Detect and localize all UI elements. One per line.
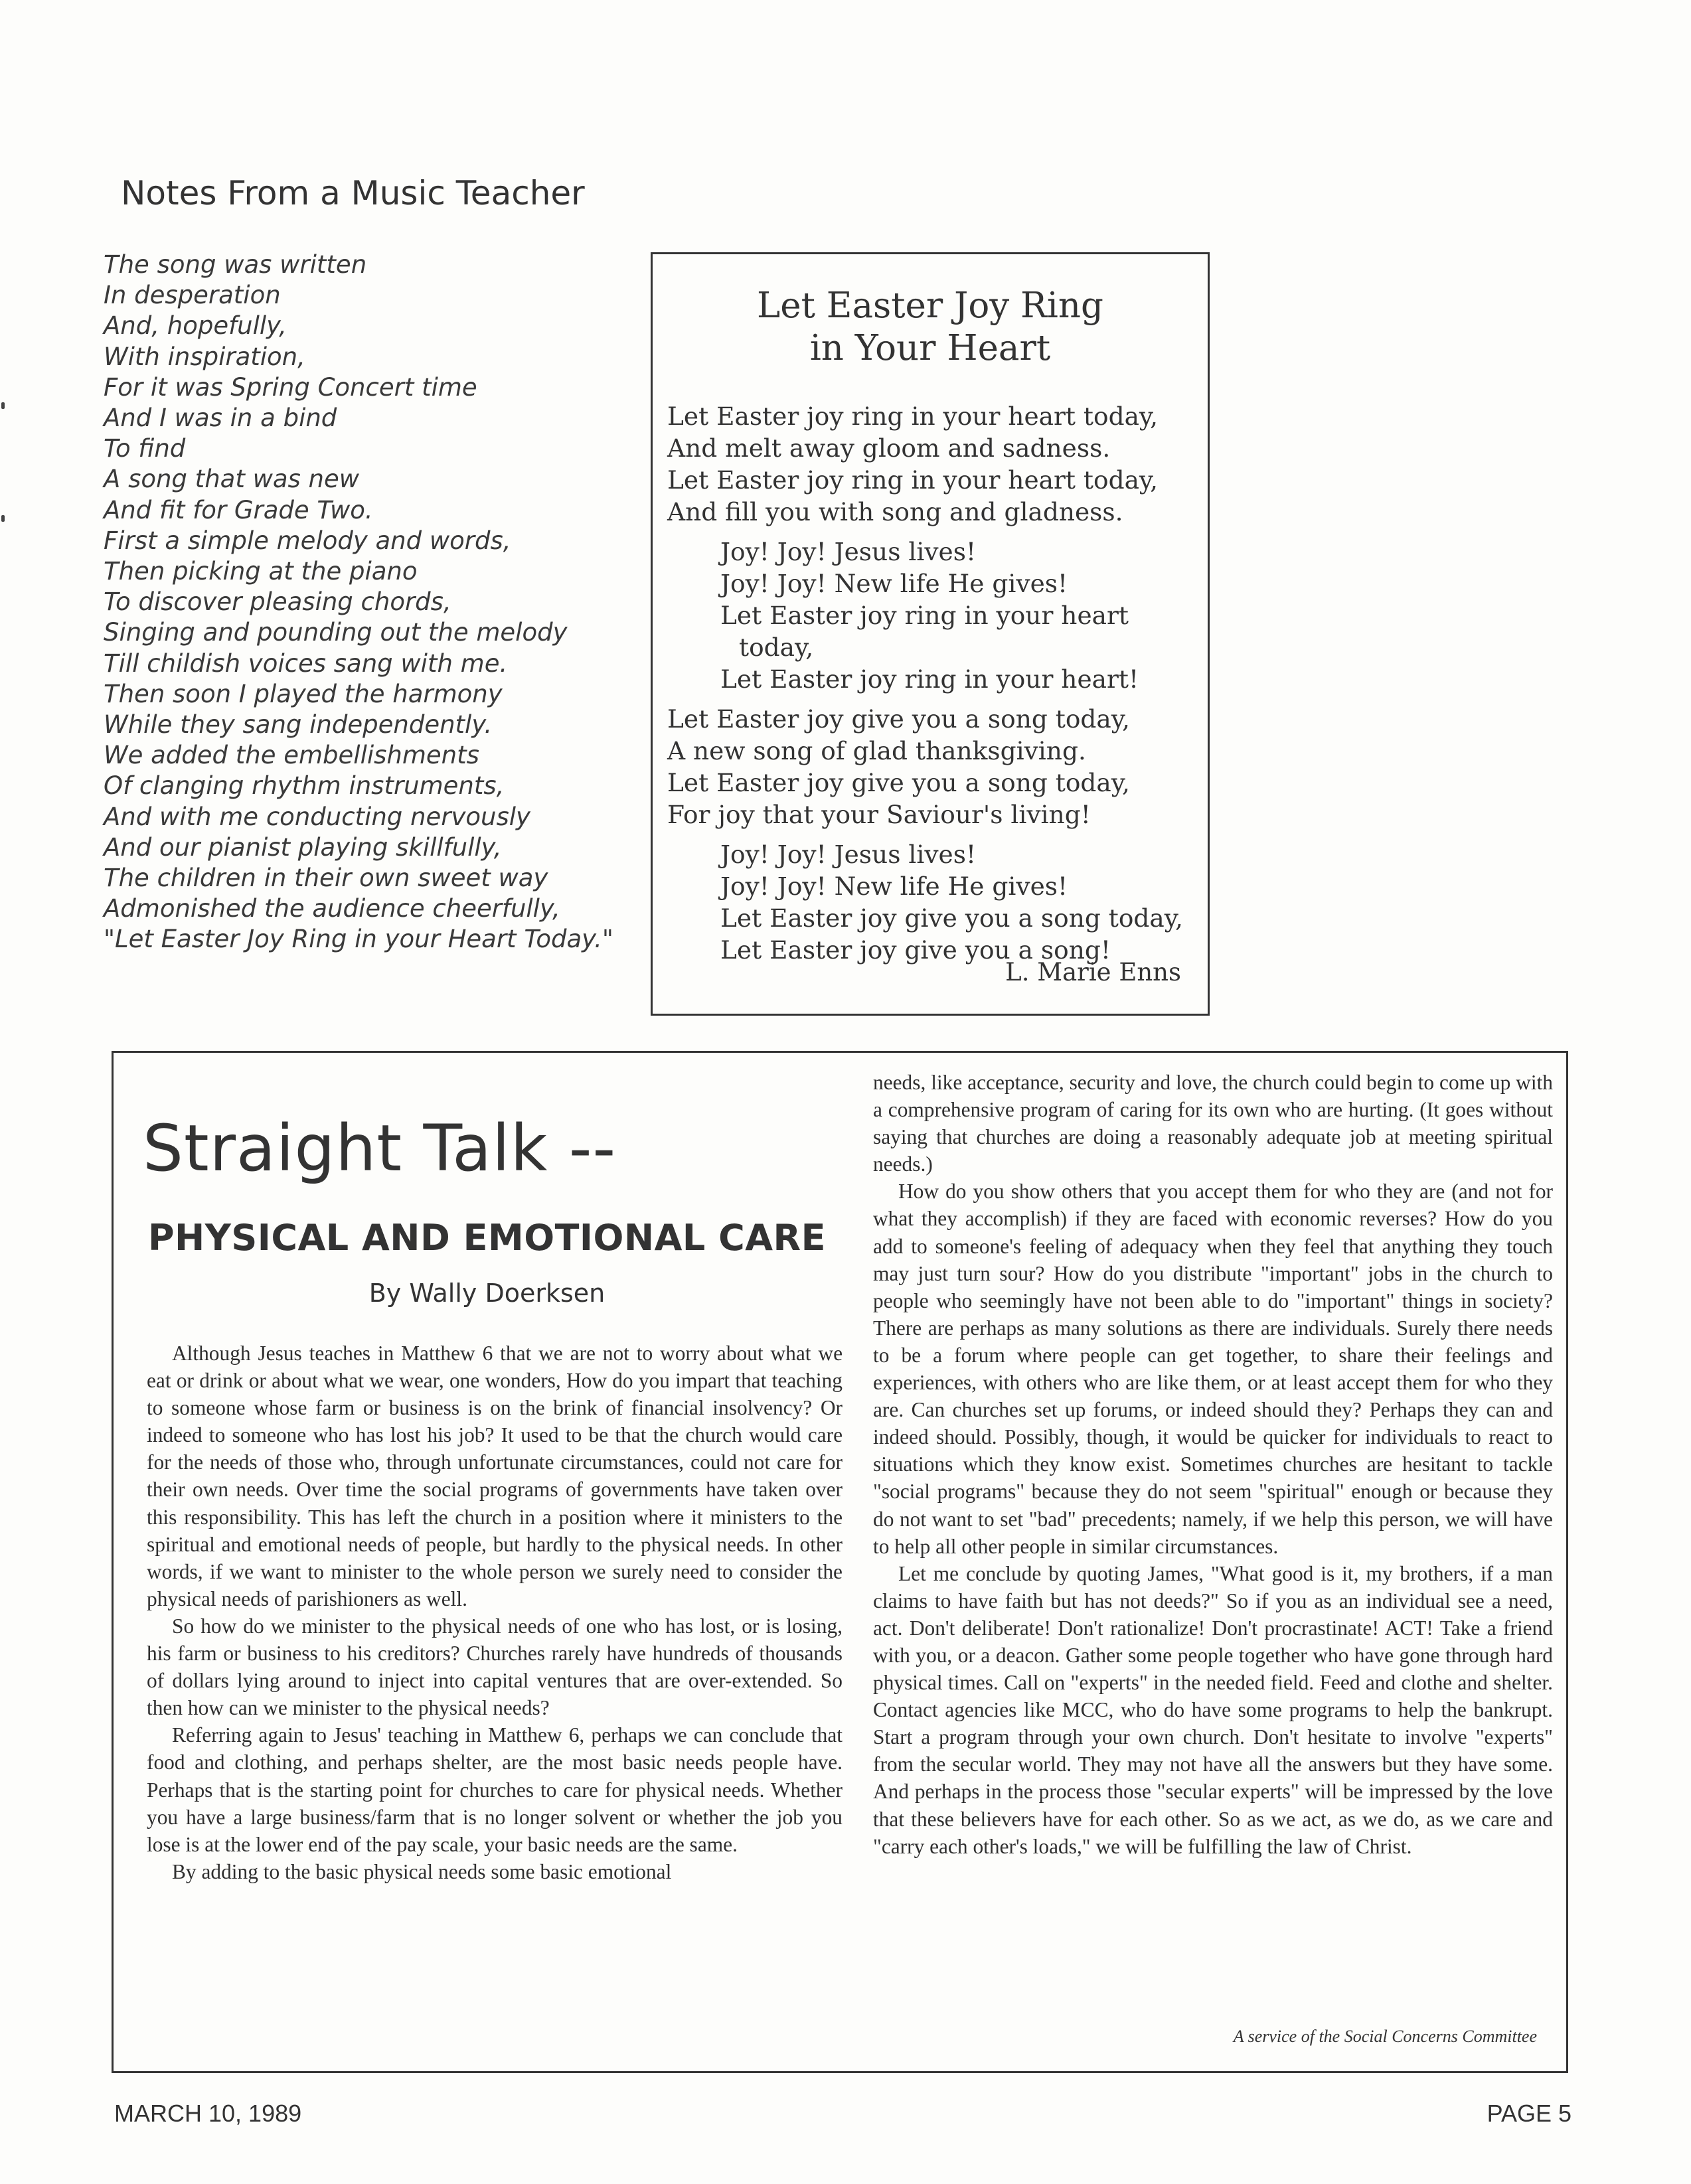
song-title-line-1: Let Easter Joy Ring	[757, 285, 1103, 326]
poem-line: For it was Spring Concert time	[104, 372, 477, 402]
poem-line: Admonished the audience cheerfully,	[104, 894, 560, 923]
chorus-line: Let Easter joy ring in your heart	[720, 601, 1129, 630]
poem-line: The song was written	[104, 250, 367, 279]
verse-line: And fill you with song and gladness.	[667, 497, 1123, 526]
article-credit: A service of the Social Concerns Committee	[1233, 2027, 1537, 2046]
poem-line: And I was in a bind	[104, 404, 337, 433]
chorus-line: Let Easter joy give you a song!	[720, 935, 1111, 965]
article-box	[112, 1051, 1568, 2073]
poem	[104, 250, 635, 955]
poem-line: Till childish voices sang with me.	[104, 649, 508, 678]
footer-date: MARCH 10, 1989	[114, 2100, 302, 2127]
chorus-line: Joy! Joy! New life He gives!	[720, 872, 1068, 901]
poem-line: Then picking at the piano	[104, 557, 418, 586]
chorus-line: today,	[739, 633, 814, 662]
poem-line: We added the embellishments	[104, 741, 479, 770]
song-box	[651, 252, 1210, 1016]
article-title: Straight Talk --	[143, 1111, 617, 1186]
song-title-line-2: in Your Heart	[809, 328, 1051, 368]
notes-title: Notes From a Music Teacher	[121, 174, 585, 212]
article-paragraph: Although Jesus teaches in Matthew 6 that we are not to worry about what we eat or drink or about what we wear, one wonders, How do you impart that teaching to someone whose farm or business is on the brink of financial insolvency? Or indeed to someone who has lost his job? It used to be that the church would care for the needs of those who, through unfortunate circumstances, could not care for their own needs. Over time the social programs of governments have taken over this responsibility. This has left the church in a position where it ministers to the spiritual and emotional needs of people, but hardly to the physical needs. In other words, if we want to minister to the whole person we surely need to consider the physical needs of parishioners as well.	[147, 1342, 843, 1610]
poem-line: While they sang independently.	[104, 710, 493, 740]
poem-line: And with me conducting nervously	[104, 802, 530, 831]
poem-line: And, hopefully,	[104, 311, 287, 341]
song-title	[653, 285, 1208, 370]
article-paragraph: Let me conclude by quoting James, "What good is it, my brothers, if a man claims to have faith but has not deeds?" So if you as an individual see a need, act. Don't deliberate! Don't rationalize! Don't procrastinate! ACT! Take a friend with you, or a deacon. Gather some people together who have gone through hard physical times. Call on "experts" in the needed field. Feed and clothe and shelter. Contact agencies like MCC, who do have some programs to help the bankrupt. Start a program through your own church. Don't hesitate to involve "experts" from the secular world. They may not have all the answers but they have some. And perhaps in the process those "secular experts" will be impressed by the love that these believers have for each other. So as we act, as we do, as we care and "carry each other's loads," we will be fulfilling the law of Christ.	[873, 1561, 1553, 1858]
article-paragraph: How do you show others that you accept them for who they are (and not for what they accomplish) if they are faced with economic reverses? How do you add to someone's feeling of adequacy when they feel that anything they touch may just turn sour? How do you distribute "important" jobs in the church to people who seemingly have not been able to do "important" things in society? There are perhaps as many solutions as there are individuals. Surely there needs to be a forum where people can get together, to share their feelings and experiences, with others who are like them, or at least accept them for who they are. Can churches set up forums, or indeed should they? Perhaps they can and indeed should. Possibly, though, it would be quicker for individuals to react to situations which they know exist. Sometimes churches are hesitant to tackle "social programs" because they do not seem "spiritual" enough or because they do not want to set "bad" precedents; namely, if we help this person, we will have to help all other people in similar circumstances.	[873, 1180, 1553, 1558]
article-column-left	[147, 1340, 843, 1885]
poem-line: And our pianist playing skillfully,	[104, 832, 502, 862]
poem-line: To find	[104, 434, 186, 463]
article-column-right	[873, 1069, 1553, 1860]
poem-line: The children in their own sweet way	[104, 864, 548, 893]
footer-page-number: PAGE 5	[1487, 2100, 1571, 2127]
verse-line: Let Easter joy give you a song today,	[667, 768, 1130, 797]
verse-line: A new song of glad thanksgiving.	[667, 736, 1086, 765]
chorus-line: Joy! Joy! Jesus lives!	[720, 537, 977, 566]
poem-line: With inspiration,	[104, 342, 305, 371]
poem-line: "Let Easter Joy Ring in your Heart Today."	[104, 925, 613, 954]
article-paragraph: So how do we minister to the physical needs of one who has lost, or is losing, his farm or business to his creditors? Churches rarely have hundreds of thousands of dollars lying around to inject into capital ventures that are over-extended. So then how can we minister to the physical needs?	[147, 1614, 843, 1720]
article-paragraph: By adding to the basic physical needs some basic emotional	[172, 1859, 672, 1883]
article-byline: By Wally Doerksen	[368, 1279, 605, 1308]
verse-line: And melt away gloom and sadness.	[667, 433, 1111, 463]
chorus-line: Let Easter joy ring in your heart!	[720, 664, 1139, 694]
margin-mark	[1, 515, 5, 522]
chorus-line: Let Easter joy give you a song today,	[720, 903, 1183, 933]
poem-line: Of clanging rhythm instruments,	[104, 771, 505, 801]
chorus-line: Joy! Joy! New life He gives!	[720, 569, 1068, 598]
verse-line: Let Easter joy give you a song today,	[667, 704, 1130, 734]
article-subtitle: PHYSICAL AND EMOTIONAL CARE	[147, 1217, 827, 1259]
poem-line: And fit for Grade Two.	[104, 495, 373, 524]
verse-line: For joy that your Saviour's living!	[667, 800, 1091, 829]
poem-line: Singing and pounding out the melody	[104, 618, 568, 647]
verse-line: Let Easter joy ring in your heart today,	[667, 402, 1159, 431]
poem-line: In desperation	[104, 281, 281, 310]
article-paragraph: needs, like acceptance, security and love, the church could begin to come up with a comprehensive program of caring for its own who are hurting. (It goes without saying that churches are doing a reasonably adequate job at meeting spiritual needs.)	[873, 1071, 1553, 1176]
song-author: L. Marie Enns	[1005, 958, 1181, 986]
verse-line: Let Easter joy ring in your heart today,	[667, 465, 1159, 495]
song-lyrics	[667, 400, 1198, 966]
article-paragraph: Referring again to Jesus' teaching in Matthew 6, perhaps we can conclude that food and clothing, and perhaps shelter, are the most basic needs people have. Perhaps that is the starting point for churches to care for physical needs. Whether you have a large business/farm that is no longer solvent or whether the job you lose is at the lower end of the pay scale, your basic needs are the same.	[147, 1723, 843, 1856]
margin-mark	[1, 402, 5, 409]
poem-line: Then soon I played the harmony	[104, 679, 503, 708]
poem-line: A song that was new	[104, 465, 360, 494]
poem-line: First a simple melody and words,	[104, 526, 511, 555]
poem-line: To discover pleasing chords,	[104, 587, 451, 617]
chorus-line: Joy! Joy! Jesus lives!	[720, 840, 977, 869]
